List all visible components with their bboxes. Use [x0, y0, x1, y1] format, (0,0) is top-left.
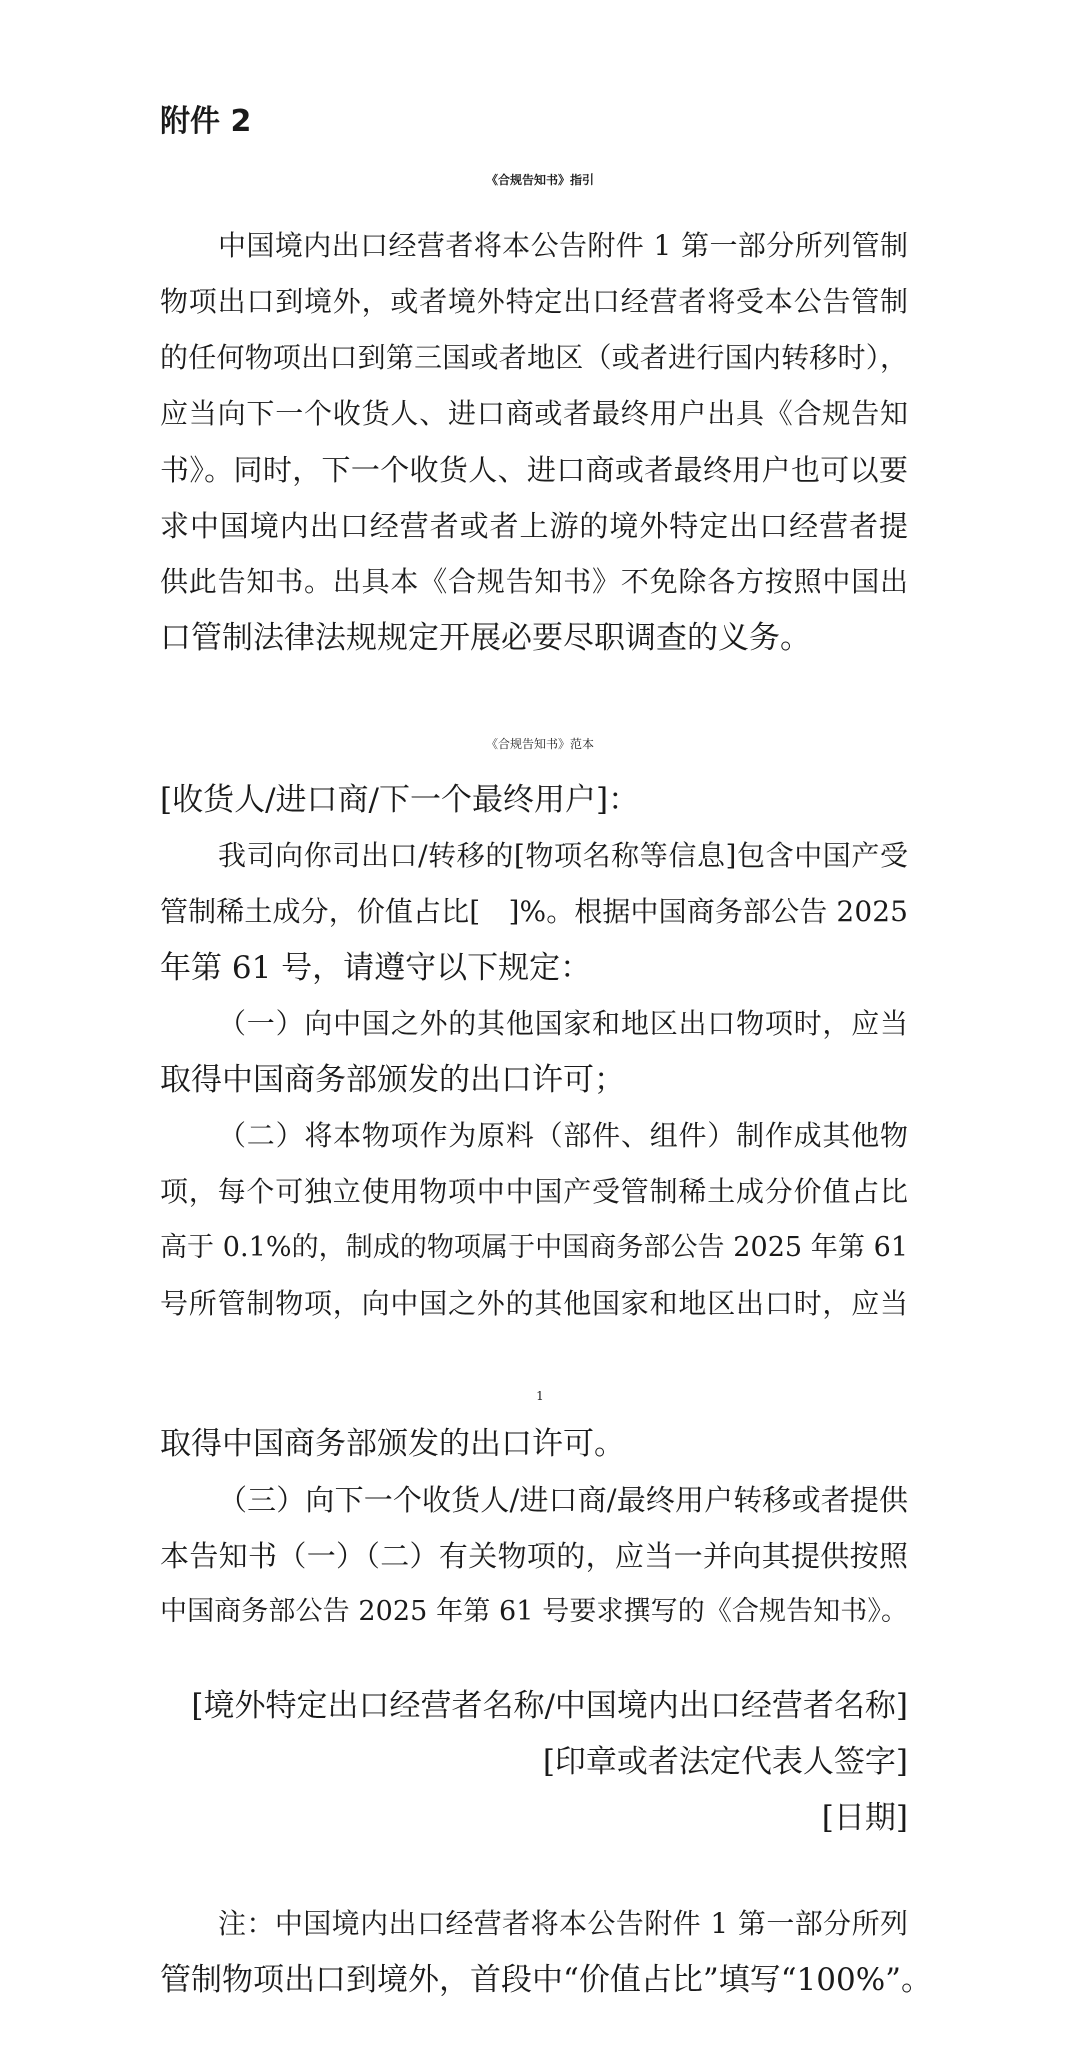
body-line-7: 项，每个可独立使用物项中中国产受管制稀土成分价值占比 [160, 1175, 909, 1208]
page-number: 1 [536, 1389, 544, 1403]
intro-line-5: 书》。同时，下一个收货人、进口商或者最终用户也可以要 [160, 453, 909, 487]
body-line-2: 管制稀土成分，价值占比[ ]%。根据中国商务部公告 2025 [160, 895, 909, 928]
body-line-1: 我司向你司出口/转移的[物项名称等信息]包含中国产受 [218, 839, 909, 872]
signature-company: [境外特定出口经营者名称/中国境内出口经营者名称] [191, 1688, 908, 1724]
intro-line-3: 的任何物项出口到第三国或者地区（或者进行国内转移时）， [160, 341, 909, 374]
intro-line-7: 供此告知书。出具本《合规告知书》不免除各方按照中国出 [160, 565, 909, 598]
intro-line-6: 求中国境内出口经营者或者上游的境外特定出口经营者提 [160, 509, 909, 543]
note-line-2: 管制物项出口到境外，首段中“价值占比”填写“100%”。 [160, 1962, 933, 1998]
continued-line-1: 取得中国商务部颁发的出口许可。 [160, 1426, 625, 1462]
page-title: 《合规告知书》指引 [485, 173, 594, 187]
intro-line-4: 应当向下一个收货人、进口商或者最终用户出具《合规告知 [160, 397, 909, 430]
continued-line-3: 本告知书（一）（二）有关物项的，应当一并向其提供按照 [160, 1539, 909, 1573]
signature-date: [日期] [821, 1800, 908, 1836]
recipient-line: [收货人/进口商/下一个最终用户]： [160, 782, 640, 818]
intro-line-8: 口管制法律法规规定开展必要尽职调查的义务。 [160, 620, 811, 656]
body-line-9: 号所管制物项，向中国之外的其他国家和地区出口时，应当 [160, 1287, 909, 1320]
intro-line-2: 物项出口到境外，或者境外特定出口经营者将受本公告管制 [160, 285, 909, 318]
body-line-5: 取得中国商务部颁发的出口许可； [160, 1062, 625, 1098]
body-line-4: （一）向中国之外的其他国家和地区出口物项时，应当 [218, 1007, 909, 1040]
continued-line-2: （三）向下一个收货人/进口商/最终用户转移或者提供 [218, 1483, 909, 1517]
body-line-3: 年第 61 号，请遵守以下规定： [160, 950, 592, 986]
continued-line-4: 中国商务部公告 2025 年第 61 号要求撰写的《合规告知书》。 [160, 1596, 909, 1627]
note-line-1: 注：中国境内出口经营者将本公告附件 1 第一部分所列 [218, 1907, 909, 1940]
body-line-6: （二）将本物项作为原料（部件、组件）制作成其他物 [218, 1119, 909, 1152]
body-line-8: 高于 0.1%的，制成的物项属于中国商务部公告 2025 年第 61 [160, 1232, 909, 1263]
template-title: 《合规告知书》范本 [485, 737, 594, 751]
intro-line-1: 中国境内出口经营者将本公告附件 1 第一部分所列管制 [218, 229, 909, 262]
attachment-label: 附件 2 [160, 104, 252, 139]
signature-seal: [印章或者法定代表人签字] [542, 1744, 908, 1780]
